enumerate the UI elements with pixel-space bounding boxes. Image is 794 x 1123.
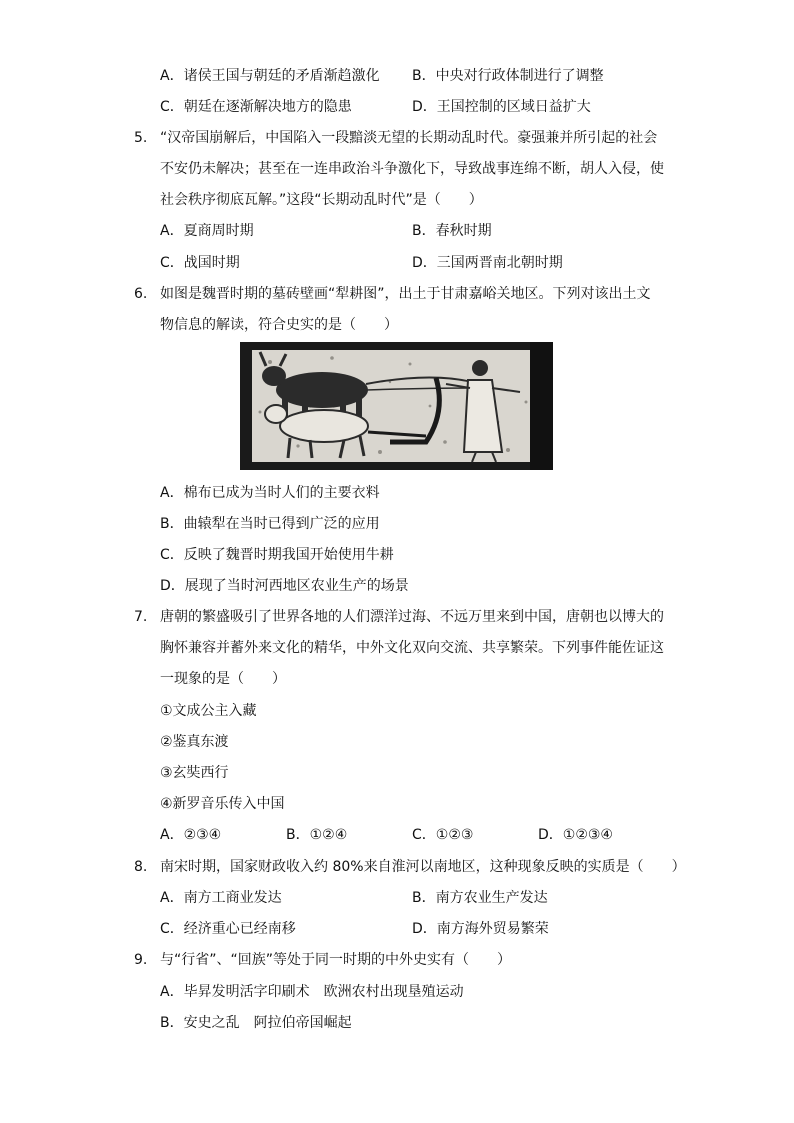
- q7-stem-line-2: 胸怀兼容并蓄外来文化的精华，中外文化双向交流、共享繁荣。下列事件能佐证这: [160, 640, 664, 656]
- q5-option-c: C．战国时期: [160, 255, 240, 271]
- q6-option-c: C．反映了魏晋时期我国开始使用牛耕: [160, 547, 394, 563]
- q5-option-b: B．春秋时期: [412, 223, 492, 239]
- q8-option-b: B．南方农业生产发达: [412, 890, 548, 906]
- q7-stem-line-1: 唐朝的繁盛吸引了世界各地的人们漂洋过海、不远万里来到中国，唐朝也以博大的: [160, 609, 664, 625]
- q7-stem-line-3: 一现象的是（ ）: [160, 671, 286, 687]
- q9-option-b: B．安史之乱 阿拉伯帝国崛起: [160, 1015, 352, 1031]
- q7-number: 7.: [134, 609, 148, 625]
- q8-option-d: D．南方海外贸易繁荣: [412, 921, 549, 937]
- q6-stem-line-1: 如图是魏晋时期的墓砖壁画“犁耕图”，出土于甘肃嘉峪关地区。下列对该出土文: [160, 286, 651, 302]
- q8-number: 8.: [134, 859, 148, 875]
- q5-number: 5.: [134, 130, 148, 146]
- q7-item-2: ②鉴真东渡: [160, 734, 229, 750]
- q7-option-a: A．②③④: [160, 827, 222, 843]
- q5-stem-line-3: 社会秩序彻底瓦解。”这段“长期动乱时代”是（ ）: [160, 192, 483, 208]
- q4-option-b: B．中央对行政体制进行了调整: [412, 68, 604, 84]
- plowing-mural-image: [240, 342, 553, 470]
- q7-option-d: D．①②③④: [538, 827, 613, 843]
- q6-option-a: A．棉布已成为当时人们的主要衣料: [160, 485, 380, 501]
- q6-stem-line-2: 物信息的解读，符合史实的是（ ）: [160, 317, 398, 333]
- q4-option-d: D．王国控制的区域日益扩大: [412, 99, 591, 115]
- q7-item-4: ④新罗音乐传入中国: [160, 796, 285, 812]
- q5-stem-line-1: “汉帝国崩解后，中国陷入一段黯淡无望的长期动乱时代。豪强兼并所引起的社会: [160, 130, 658, 146]
- q7-item-1: ①文成公主入藏: [160, 703, 257, 719]
- q5-stem-line-2: 不安仍未解决；甚至在一连串政治斗争激化下，导致战事连绵不断，胡人入侵，使: [160, 161, 664, 177]
- q7-item-3: ③玄奘西行: [160, 765, 229, 781]
- q6-option-d: D．展现了当时河西地区农业生产的场景: [160, 578, 409, 594]
- q8-option-a: A．南方工商业发达: [160, 890, 282, 906]
- q9-number: 9.: [134, 952, 148, 968]
- q4-option-a: A．诸侯王国与朝廷的矛盾渐趋激化: [160, 68, 380, 84]
- q6-option-b: B．曲辕犁在当时已得到广泛的应用: [160, 516, 380, 532]
- q5-option-d: D．三国两晋南北朝时期: [412, 255, 563, 271]
- q6-number: 6.: [134, 286, 148, 302]
- q7-option-c: C．①②③: [412, 827, 474, 843]
- q4-option-c: C．朝廷在逐渐解决地方的隐患: [160, 99, 352, 115]
- q9-stem-line-1: 与“行省”、“回族”等处于同一时期的中外史实有（ ）: [160, 952, 512, 968]
- q8-option-c: C．经济重心已经南移: [160, 921, 296, 937]
- q9-option-a: A．毕昇发明活字印刷术 欧洲农村出现垦殖运动: [160, 984, 464, 1000]
- q7-option-b: B．①②④: [286, 827, 348, 843]
- q5-option-a: A．夏商周时期: [160, 223, 254, 239]
- q8-stem-line-1: 南宋时期，国家财政收入约 80%来自淮河以南地区，这种现象反映的实质是（ ）: [160, 859, 686, 875]
